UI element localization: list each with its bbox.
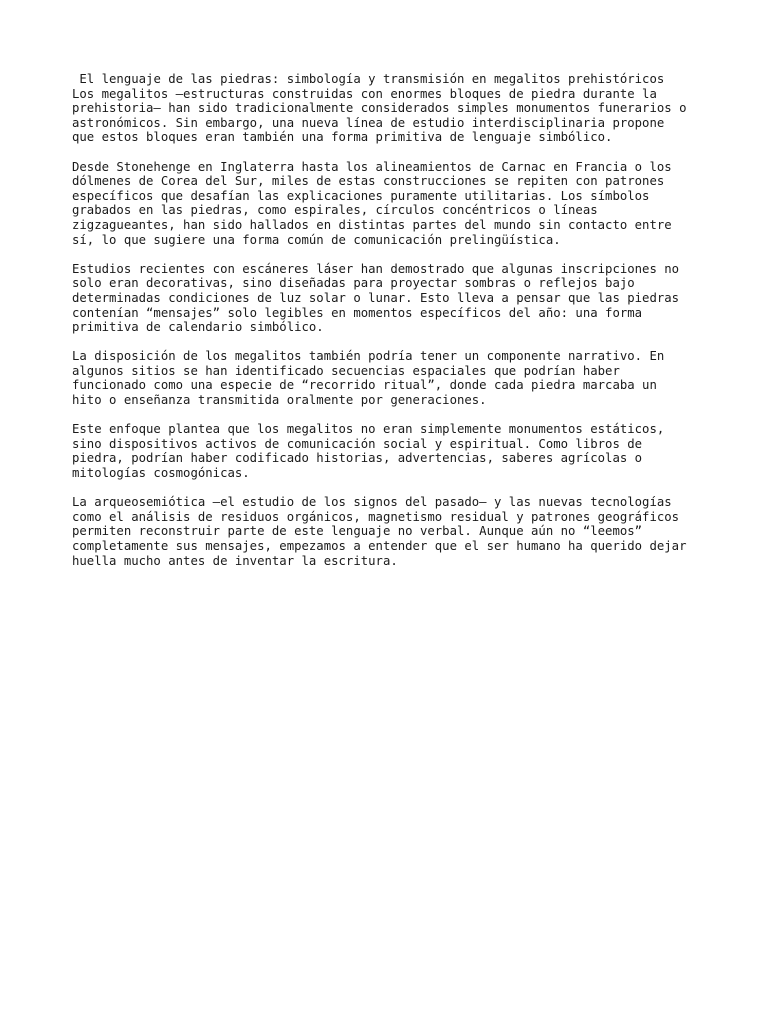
paragraph-5: Este enfoque plantea que los megalitos no eran simplemente monumentos estáticos, sino dispositivos activos de comunicación social y espiritual. Como libros de piedra, podrían haber codificado historias, advertencias, saberes agrícolas o mitologías cosmogónicas. bbox=[72, 422, 665, 481]
paragraph-6: La arqueosemiótica —el estudio de los signos del pasado— y las nuevas tecnologías como el análisis de residuos orgánicos, magnetismo residual y patrones geográficos permiten reconstruir parte de este lenguaje no verbal. Aunque aún no “leemos” completamente sus mensajes, empezamos a entender que el ser humano ha querido dejar huella mucho antes de inventar la escritura. bbox=[72, 495, 687, 568]
paragraph-intro bbox=[72, 72, 702, 145]
document-page bbox=[72, 72, 702, 583]
paragraph-2: Desde Stonehenge en Inglaterra hasta los alineamientos de Carnac en Francia o los dólmenes de Corea del Sur, miles de estas construcciones se repiten con patrones específicos que desafían las explicaciones puramente utilitarias. Los símbolos grabados en las piedras, como espirales, círculos concéntricos o líneas zigzagueantes, han sido hallados en distintas partes del mundo sin contacto entre sí, lo que sugiere una forma común de comunicación prelingüística. bbox=[72, 159, 672, 247]
paragraph-4: La disposición de los megalitos también podría tener un componente narrativo. En algunos sitios se han identificado secuencias espaciales que podrían haber funcionado como una especie de “recorrido ritual”, donde cada piedra marcaba un hito o enseñanza transmitida oralmente por generaciones. bbox=[72, 349, 665, 408]
paragraph-text: Los megalitos —estructuras construidas con enormes bloques de piedra durante la prehistoria— han sido tradicionalmente considerados simples monumentos funerarios o astronómicos. Sin embargo, una nueva línea de estudio interdisciplinaria propone que estos bloques eran también una forma primitiva de lenguaje simbólico. bbox=[72, 86, 687, 145]
paragraph-3: Estudios recientes con escáneres láser han demostrado que algunas inscripciones no solo eran decorativas, sino diseñadas para proyectar sombras o reflejos bajo determinadas condiciones de luz solar o lunar. Esto lleva a pensar que las piedras contenían “mensajes” solo legibles en momentos específicos del año: una forma primitiva de calendario simbólico. bbox=[72, 261, 680, 335]
document-title: El lenguaje de las piedras: simbología y transmisión en megalitos prehistóricos bbox=[72, 72, 665, 86]
